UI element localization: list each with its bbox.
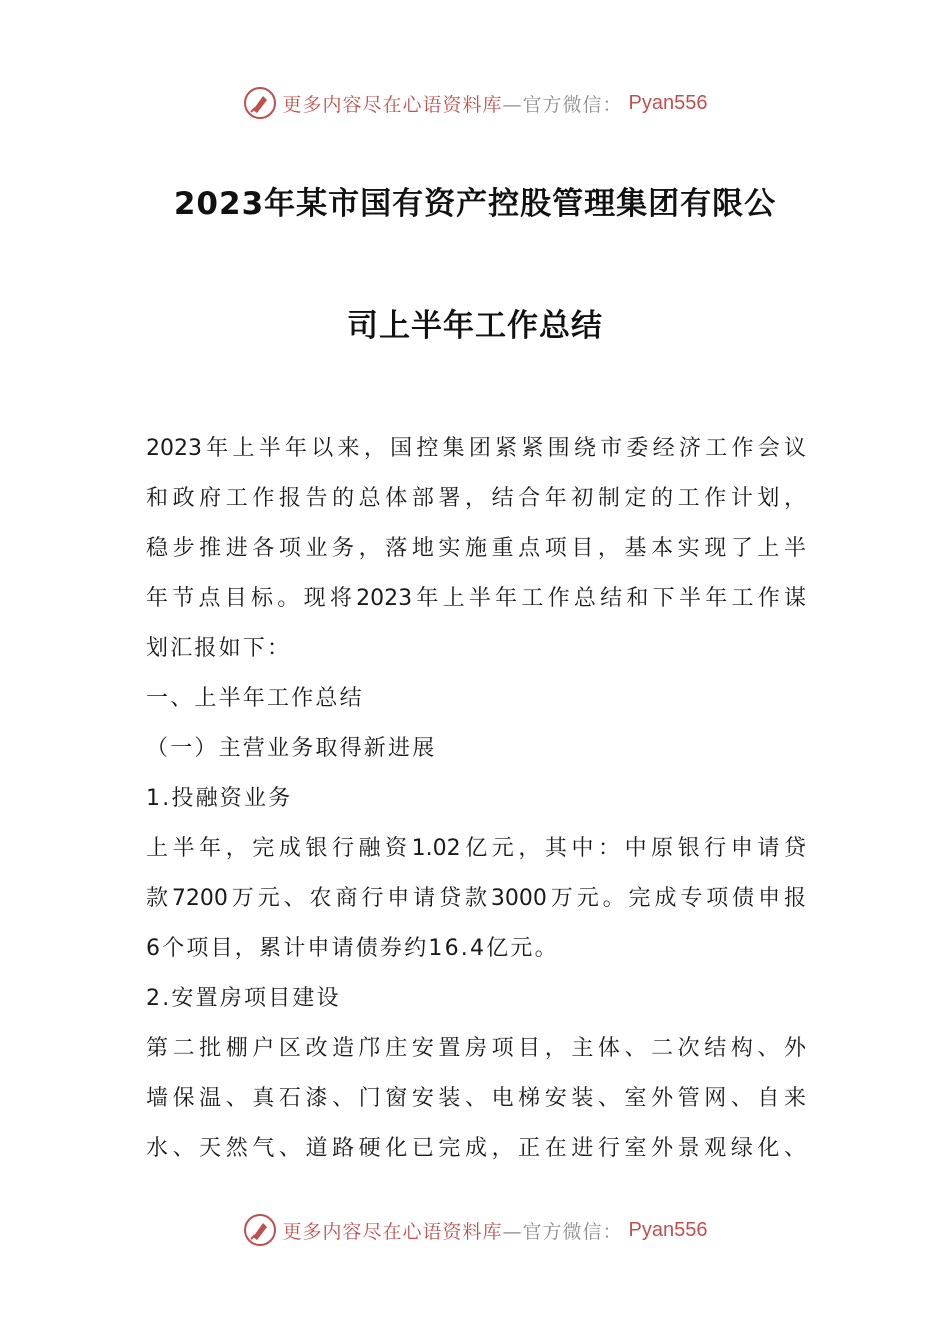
header-watermark xyxy=(0,83,950,123)
body-line: 墙保温、真石漆、门窗安装、电梯安装、室外管网、自来 xyxy=(146,1086,806,1111)
body-line: 一、上半年工作总结 xyxy=(146,686,364,711)
pen-nib-logo-icon xyxy=(243,86,277,120)
body-line: 稳步推进各项业务，落地实施重点项目，基本实现了上半 xyxy=(146,536,806,561)
body-line: 6个项目，累计申请债券约16.4亿元。 xyxy=(146,936,559,961)
document-title-line-1: 2023年某市国有资产控股管理集团有限公 xyxy=(173,186,777,222)
body-line: 水、天然气、道路硬化已完成，正在进行室外景观绿化、 xyxy=(146,1136,806,1161)
body-line: 上半年，完成银行融资1.02亿元，其中：中原银行申请贷 xyxy=(146,836,806,861)
watermark-wechat-id: Pyan556 xyxy=(628,91,708,114)
document-title-line-2: 司上半年工作总结 xyxy=(347,308,603,344)
body-line: 和政府工作报告的总体部署，结合年初制定的工作计划， xyxy=(146,486,806,511)
watermark-wechat-id: Pyan556 xyxy=(628,1218,708,1241)
watermark-text: 更多内容尽在心语资料库—官方微信： xyxy=(282,93,623,116)
body-line: 款7200万元、农商行申请贷款3000万元。完成专项债申报 xyxy=(146,886,806,911)
pen-nib-logo-icon xyxy=(243,1213,277,1247)
body-line: 1.投融资业务 xyxy=(146,786,293,811)
body-line: 年节点目标。现将2023年上半年工作总结和下半年工作谋 xyxy=(146,586,806,611)
body-line: 第二批棚户区改造邝庄安置房项目，主体、二次结构、外 xyxy=(146,1036,806,1061)
body-line: 2.安置房项目建设 xyxy=(146,986,341,1011)
body-line: （一）主营业务取得新进展 xyxy=(146,736,437,761)
body-line: 划汇报如下： xyxy=(146,636,292,661)
document-body xyxy=(146,424,806,1174)
watermark-text: 更多内容尽在心语资料库—官方微信： xyxy=(282,1220,623,1243)
footer-watermark xyxy=(0,1210,950,1250)
body-line: 2023年上半年以来，国控集团紧紧围绕市委经济工作会议 xyxy=(146,436,806,461)
